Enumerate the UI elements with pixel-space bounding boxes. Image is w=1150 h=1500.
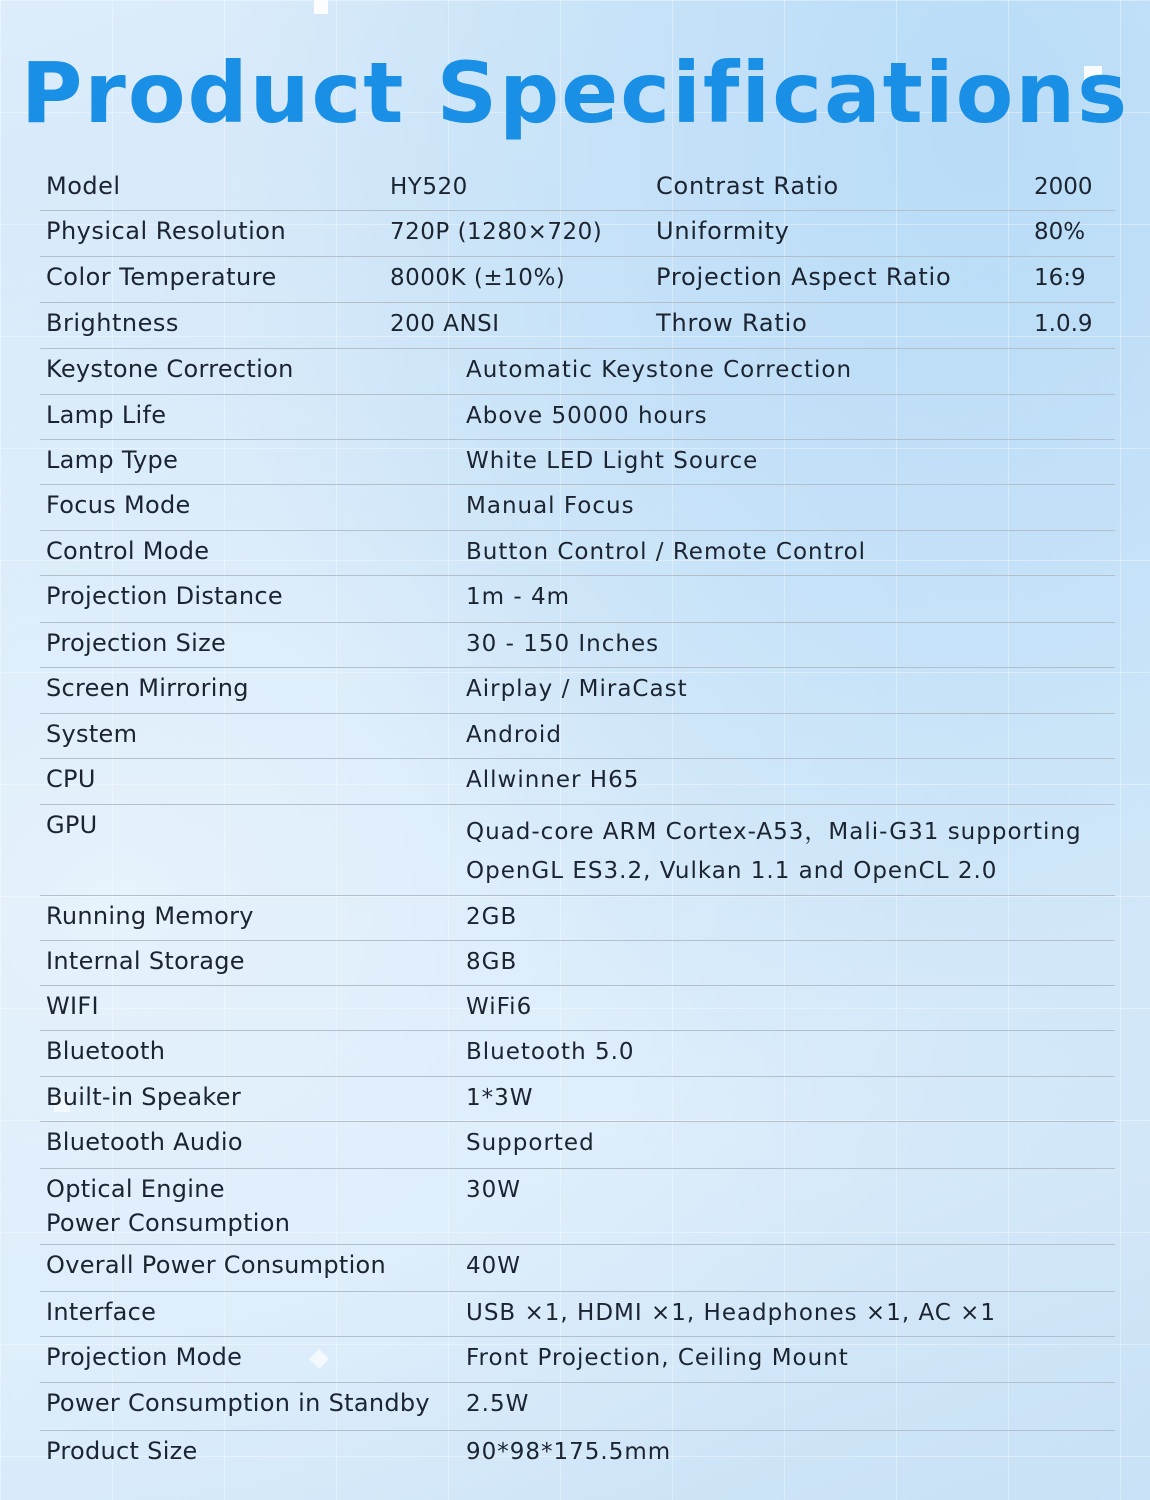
spec-sheet [40,166,1115,1476]
spec-value: Quad-core ARM Cortex-A53，Mali-G31 supporting [466,819,1082,845]
spec-value: 1.0.9 [1034,311,1093,337]
spec-row [40,303,1115,349]
spec-label: Throw Ratio [656,309,808,337]
spec-value: 30W [466,1177,522,1203]
spec-label: Projection Aspect Ratio [656,263,952,291]
spec-label: Overall Power Consumption [46,1251,387,1279]
spec-row [40,1245,1115,1292]
spec-value: 90*98*175.5mm [466,1439,672,1465]
spec-row [40,714,1115,759]
spec-label: CPU [46,765,96,793]
spec-value: WiFi6 [466,994,533,1020]
spec-row [40,1383,1115,1431]
spec-label: Projection Distance [46,582,283,610]
spec-row [40,440,1115,485]
spec-label: Interface [46,1298,157,1326]
spec-value: Automatic Keystone Correction [466,357,853,383]
spec-label: Contrast Ratio [656,172,839,200]
spec-label: Keystone Correction [46,355,294,383]
spec-label: WIFI [46,992,99,1020]
spec-row [40,941,1115,986]
spec-label: Internal Storage [46,947,245,975]
spec-row [40,759,1115,805]
spec-label-line2: Power Consumption [46,1209,291,1237]
spec-value: 8GB [466,949,518,975]
spec-label: Power Consumption in Standby [46,1389,430,1417]
spec-label: Control Mode [46,537,210,565]
spec-value: 8000K (±10%) [390,265,566,291]
spec-value: 16:9 [1034,265,1086,291]
spec-row [40,349,1115,395]
spec-value: 1*3W [466,1085,534,1111]
spec-label: Physical Resolution [46,217,287,245]
spec-label: Model [46,172,121,200]
spec-row [40,576,1115,623]
spec-label: Bluetooth [46,1037,166,1065]
spec-label: Projection Mode [46,1343,243,1371]
spec-label: Uniformity [656,217,790,245]
spec-label: Lamp Type [46,446,179,474]
spec-value: 2000 [1034,174,1093,200]
spec-row [40,1077,1115,1122]
spec-row [40,896,1115,941]
spec-label: Color Temperature [46,263,277,291]
spec-value: 720P (1280×720) [390,219,603,245]
spec-value: Allwinner H65 [466,767,640,793]
spec-row [40,1122,1115,1169]
spec-value: HY520 [390,174,468,200]
spec-value: 30 - 150 Inches [466,631,660,657]
spec-row [40,166,1115,211]
spec-value: 1m - 4m [466,584,570,610]
spec-value: White LED Light Source [466,448,759,474]
spec-label: Brightness [46,309,179,337]
spec-row [40,211,1115,257]
spec-row [40,485,1115,531]
spec-value-line2: OpenGL ES3.2, Vulkan 1.1 and OpenCL 2.0 [466,858,998,884]
spec-label: Bluetooth Audio [46,1128,243,1156]
spec-value: 2.5W [466,1391,530,1417]
spec-label: GPU [46,811,98,839]
spec-value: Above 50000 hours [466,403,708,429]
spec-label: Lamp Life [46,401,167,429]
spec-value: 2GB [466,904,518,930]
spec-value: Button Control / Remote Control [466,539,867,565]
spec-row [40,986,1115,1031]
page-title: Product Specifications [20,44,1130,142]
spec-row [40,257,1115,303]
spec-label: Projection Size [46,629,227,657]
spec-value: 200 ANSI [390,311,500,337]
spec-row [40,531,1115,576]
spec-row [40,1031,1115,1077]
spec-row [40,1169,1115,1245]
spec-label: Optical Engine [46,1175,225,1203]
spec-row [40,668,1115,714]
spec-value: Front Projection, Ceiling Mount [466,1345,849,1371]
spec-value: 80% [1034,219,1086,245]
spec-value: Manual Focus [466,493,635,519]
spec-label: Running Memory [46,902,254,930]
spec-row [40,805,1115,896]
spec-label: Focus Mode [46,491,191,519]
spec-row [40,1431,1115,1476]
spec-row [40,623,1115,668]
spec-label: System [46,720,138,748]
decor-square [314,0,328,14]
spec-value: Bluetooth 5.0 [466,1039,635,1065]
spec-row [40,1337,1115,1383]
spec-value: Android [466,722,562,748]
spec-row [40,1292,1115,1337]
spec-label: Screen Mirroring [46,674,249,702]
spec-label: Product Size [46,1437,198,1465]
spec-value: 40W [466,1253,522,1279]
spec-value: USB ×1, HDMI ×1, Headphones ×1, AC ×1 [466,1300,997,1326]
spec-row [40,395,1115,440]
spec-value: Supported [466,1130,595,1156]
spec-label: Built-in Speaker [46,1083,242,1111]
spec-value: Airplay / MiraCast [466,676,688,702]
